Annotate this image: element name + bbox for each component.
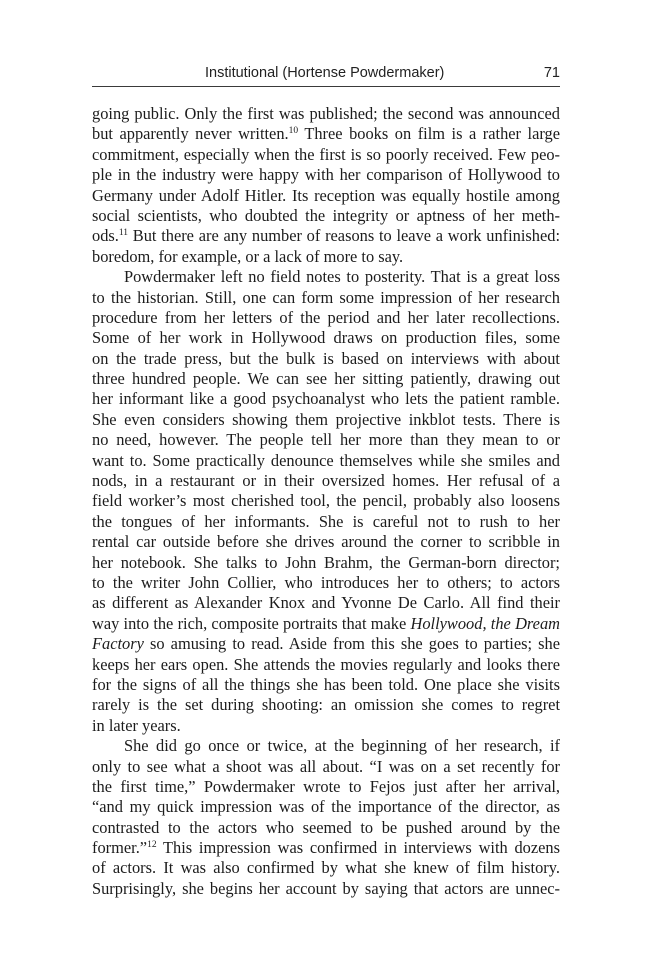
text-line xyxy=(92,655,560,675)
text-line xyxy=(92,818,560,838)
text-line xyxy=(92,716,560,736)
line-text: way into the rich, composite portraits that make xyxy=(92,613,411,633)
page-header xyxy=(92,64,560,87)
text-line xyxy=(92,165,560,185)
text-line xyxy=(92,104,560,124)
line-text: Germany under Adolf Hitler. Its reception was equally hostile among xyxy=(92,185,560,205)
text-line xyxy=(92,593,560,613)
text-line xyxy=(92,573,560,593)
line-text: boredom, for example, or a lack of more to say. xyxy=(92,246,404,266)
line-text: to the historian. Still, one can form some impression of her research xyxy=(92,287,560,307)
text-line xyxy=(92,430,560,450)
text-line xyxy=(92,757,560,777)
text-line xyxy=(92,471,560,491)
text-line xyxy=(92,451,560,471)
line-text: This impression was confirmed in interviews with dozens xyxy=(156,838,560,858)
text-line xyxy=(92,491,560,511)
text-line xyxy=(92,858,560,878)
text-line xyxy=(92,553,560,573)
line-text: three hundred people. We can see her sitting patiently, drawing out xyxy=(92,369,560,389)
footnote-ref: 12 xyxy=(147,840,157,851)
text-line xyxy=(92,145,560,165)
text-line xyxy=(92,247,560,267)
line-text: former.” xyxy=(92,838,148,858)
line-text: ods. xyxy=(92,226,119,246)
line-text: Surprisingly, she begins her account by saying that actors are unnec- xyxy=(92,878,560,898)
footnote-ref: 10 xyxy=(288,126,299,137)
text-line xyxy=(92,634,560,654)
line-text: her notebook. She talks to John Brahm, the German-born director; xyxy=(92,552,560,572)
text-line xyxy=(92,675,560,695)
text-line xyxy=(92,288,560,308)
line-text: rental car outside before she drives around the corner to scribble in xyxy=(92,532,560,552)
line-text: procedure from her letters of the period and her later recollections. xyxy=(92,307,560,327)
line-text: of actors. It was also confirmed by what she knew of film history. xyxy=(92,858,560,878)
line-text: but apparently never written. xyxy=(92,124,289,144)
page-number: 71 xyxy=(543,65,560,81)
running-head: Institutional (Hortense Powdermaker) xyxy=(205,65,445,81)
line-text: the tongues of her informants. She is careful not to rush to her xyxy=(92,511,560,531)
book-title-italic: Hollywood, the Dream xyxy=(410,613,560,633)
text-line xyxy=(92,389,560,409)
text-line xyxy=(92,532,560,552)
line-text: in later years. xyxy=(92,715,181,735)
line-text: rarely is the set during shooting: an omission she comes to regret xyxy=(92,695,560,715)
text-line xyxy=(92,369,560,389)
line-text: as different as Alexander Knox and Yvonne De Carlo. All find their xyxy=(92,593,560,613)
line-text: for the signs of all the things she has been told. One place she visits xyxy=(92,674,560,694)
line-text: to the writer John Collier, who introduces her to others; to actors xyxy=(92,572,560,592)
footnote-ref: 11 xyxy=(118,228,129,239)
text-line xyxy=(92,838,560,858)
line-text: Three books on film is a rather large xyxy=(298,124,560,144)
text-line xyxy=(92,614,560,634)
line-text: commitment, especially when the first is so poorly received. Few peo- xyxy=(92,144,560,164)
text-line xyxy=(92,512,560,532)
text-line xyxy=(92,206,560,226)
line-text: field worker’s most cherished tool, the pencil, probably also loosens xyxy=(92,491,560,511)
line-text: her informant like a good psychoanalyst who lets the patient ramble. xyxy=(92,389,560,409)
line-text: social scientists, who doubted the integrity or aptness of her meth- xyxy=(92,205,560,225)
line-text: Powdermaker left no field notes to posterity. That is a great loss xyxy=(124,267,560,287)
text-line xyxy=(92,410,560,430)
line-text: only to see what a shoot was all about. “I was on a set recently for xyxy=(92,756,560,776)
line-text: contrasted to the actors who seemed to be pushed around by the xyxy=(92,817,560,837)
text-line xyxy=(92,777,560,797)
text-line xyxy=(92,328,560,348)
text-line xyxy=(92,349,560,369)
line-text: want to. Some practically denounce themselves while she smiles and xyxy=(92,450,560,470)
line-text: Some of her work in Hollywood draws on production files, some xyxy=(92,328,560,348)
text-line xyxy=(92,736,560,756)
line-text: going public. Only the first was published; the second was announced xyxy=(92,104,560,123)
line-text: the first time,” Powdermaker wrote to Fejos just after her arrival, xyxy=(92,776,560,796)
text-line xyxy=(92,124,560,144)
line-text: no need, however. The people tell her more than they mean to or xyxy=(92,430,560,450)
line-text: nods, in a restaurant or in their oversized homes. Her refusal of a xyxy=(92,471,560,491)
line-text: so amusing to read. Aside from this she goes to parties; she xyxy=(143,634,560,654)
book-title-italic: Factory xyxy=(92,634,144,654)
text-line xyxy=(92,695,560,715)
text-line xyxy=(92,226,560,246)
line-text: on the trade press, but the bulk is based on interviews with about xyxy=(92,348,560,368)
line-text: keeps her ears open. She attends the movies regularly and looks there xyxy=(92,654,560,674)
body-text xyxy=(92,104,560,899)
line-text: She even considers showing them projective inkblot tests. There is xyxy=(92,409,560,429)
line-text: “and my quick impression was of the importance of the director, as xyxy=(92,797,560,817)
line-text: But there are any number of reasons to leave a work unfinished: xyxy=(128,226,560,246)
text-line xyxy=(92,879,560,899)
line-text: She did go once or twice, at the beginning of her research, if xyxy=(124,736,560,756)
text-line xyxy=(92,308,560,328)
text-line xyxy=(92,267,560,287)
text-line xyxy=(92,797,560,817)
text-line xyxy=(92,186,560,206)
line-text: ple in the industry were happy with her comparison of Hollywood to xyxy=(92,165,560,185)
